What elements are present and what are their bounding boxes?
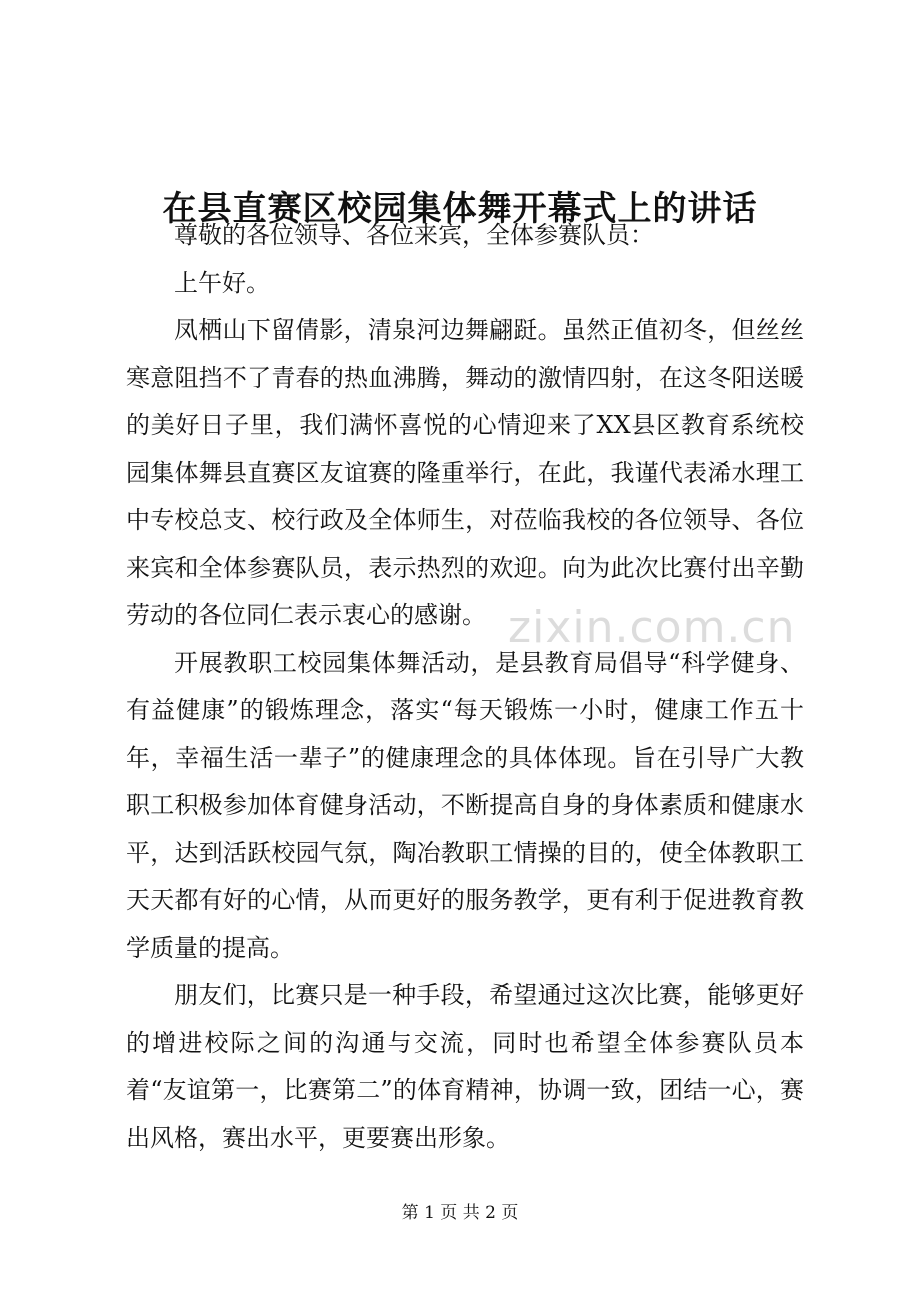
- page-footer: 第 1 页 共 2 页: [401, 1203, 519, 1223]
- salutation-paragraph: 尊敬的各位领导、各位来宾，全体参赛队员：: [174, 221, 654, 249]
- page-title: 在县直赛区校园集体舞开幕式上的讲话: [162, 188, 758, 229]
- watermark: zixin.com.cn: [508, 602, 796, 653]
- body-paragraph-1: 凤栖山下留倩影，清泉河边舞翩跹。虽然正值初冬，但丝丝寒意阻挡不了青春的热血沸腾，舞动的激情四射，在这冬阳送暖的美好日子里，我们满怀喜悦的心情迎来了XX县区教育系统校园集体舞县直赛区友谊赛的隆重举行，在此，我谨代表浠水理工中专校总支、校行政及全体师生，对莅临我校的各位领导、各位来宾和全体参赛队员，表示热烈的欢迎。向为此次比赛付出辛勤劳动的各位同仁表示衷心的感谢。: [126, 316, 804, 629]
- body-paragraph-2: 开展教职工校园集体舞活动，是县教育局倡导“科学健身、有益健康”的锻炼理念，落实“每天锻炼一小时，健康工作五十年，幸福生活一辈子”的健康理念的具体体现。旨在引导广大教职工积极参加体育健身活动，不断提高自身的身体素质和健康水平，达到活跃校园气氛，陶冶教职工情操的目的，使全体教职工天天都有好的心情，从而更好的服务教学，更有利于促进教育教学质量的提高。: [126, 648, 804, 962]
- document-body: [126, 212, 804, 1162]
- greeting-paragraph: 上午好。: [174, 268, 270, 297]
- body-paragraph-3: 朋友们，比赛只是一种手段，希望通过这次比赛，能够更好的增进校际之间的沟通与交流，同时也希望全体参赛队员本着“友谊第一，比赛第二”的体育精神，协调一致，团结一心，赛出风格，赛出水平，更要赛出形象。: [126, 981, 804, 1152]
